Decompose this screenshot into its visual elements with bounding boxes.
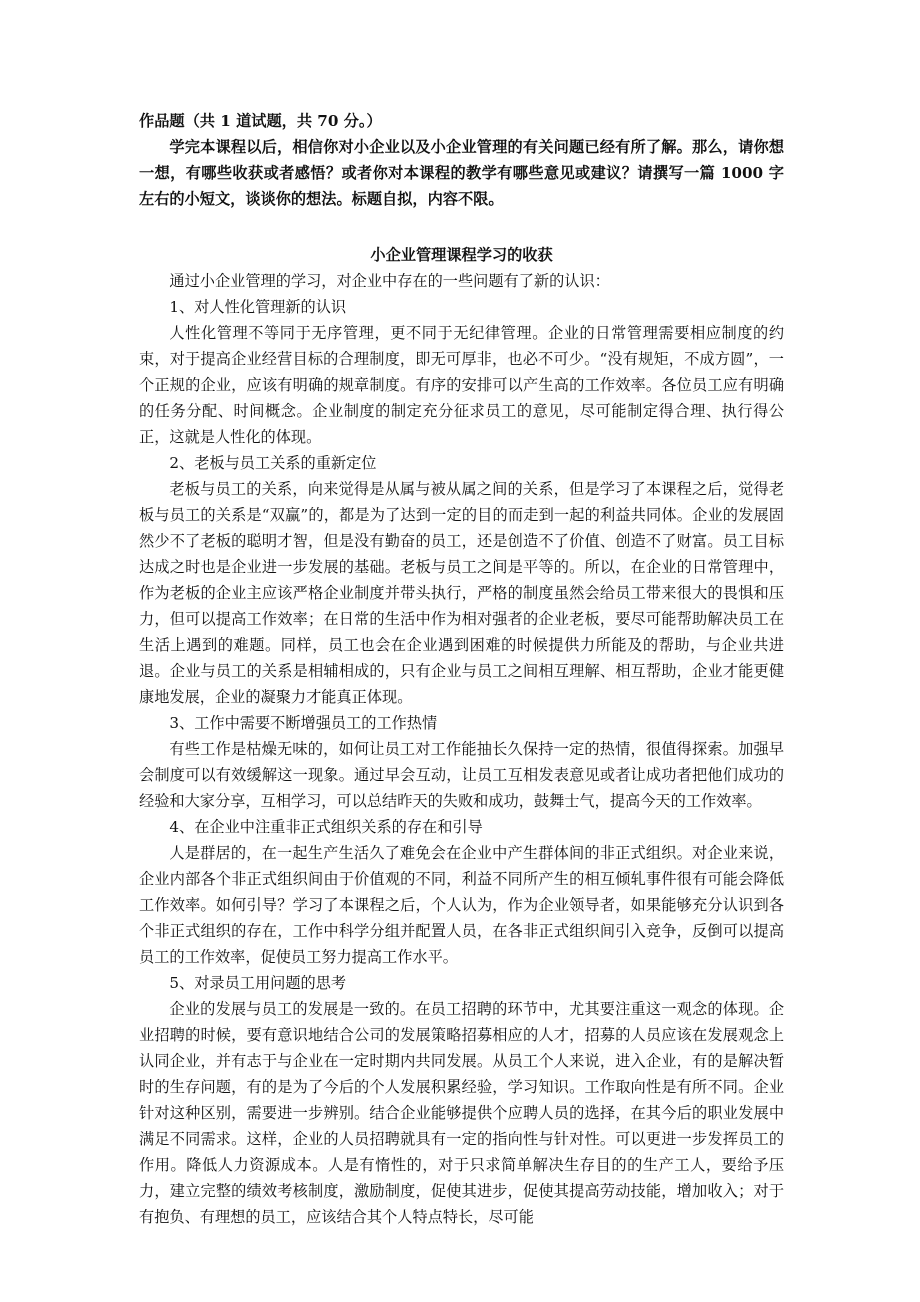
document-page xyxy=(139,108,784,1230)
essay-title: 小企业管理课程学习的收获 xyxy=(370,246,553,264)
section-body: 企业的发展与员工的发展是一致的。在员工招聘的环节中，尤其要注重这一观念的体现。企业招聘的时候，要有意识地结合公司的发展策略招募相应的人才，招募的人员应该在发展观念上认同企业，并有志于与企业在一定时期内共同发展。从员工个人来说，进入企业，有的是解决暂时的生存问题，有的是为了今后的个人发展积累经验，学习知识。工作取向性是有所不同。企业针对这种区别，需要进一步辨别。结合企业能够提供个应聘人员的选择，在其今后的职业发展中满足不同需求。这样，企业的人员招聘就具有一定的指向性与针对性。可以更进一步发挥员工的作用。降低人力资源成本。人是有惰性的，对于只求简单解决生存目的的生产工人，要给予压力，建立完整的绩效考核制度，激励制度，促使其进步，促使其提高劳动技能，增加收入；对于有抱负、有理想的员工，应该结合其个人特点特长，尽可能 xyxy=(139,1000,784,1226)
essay-intro: 通过小企业管理的学习，对企业中存在的一些问题有了新的认识： xyxy=(169,272,610,290)
section-heading: 2、老板与员工关系的重新定位 xyxy=(169,454,377,472)
section-body: 人性化管理不等同于无序管理，更不同于无纪律管理。企业的日常管理需要相应制度的约束，对于提高企业经营目标的合理制度，即无可厚非，也必不可少。“没有规矩，不成方圆”，一个正规的企业，应该有明确的规章制度。有序的安排可以产生高的工作效率。各位员工应有明确的任务分配、时间概念。企业制度的制定充分征求员工的意见，尽可能制定得合理、执行得公正，这就是人性化的体现。 xyxy=(139,324,784,446)
section-body: 人是群居的，在一起生产生活久了难免会在企业中产生群体间的非正式组织。对企业来说，企业内部各个非正式组织间由于价值观的不同，利益不同所产生的相互倾轧事件很有可能会降低工作效率。如何引导？学习了本课程之后，个人认为，作为企业领导者，如果能够充分认识到各个非正式组织的存在，工作中科学分组并配置人员，在各非正式组织间引入竞争，反倒可以提高员工的工作效率，促使员工努力提高工作水平。 xyxy=(139,844,784,966)
assignment-heading: 作品题（共 1 道试题，共 70 分。） xyxy=(139,112,382,130)
section-heading: 3、工作中需要不断增强员工的工作热情 xyxy=(169,714,438,732)
assignment-prompt: 学完本课程以后，相信你对小企业以及小企业管理的有关问题已经有所了解。那么，请你想一想，有哪些收获或者感悟？或者你对本课程的教学有哪些意见或建议？请撰写一篇 1000 字左右的小短文，谈谈你的想法。标题自拟，内容不限。 xyxy=(139,138,784,208)
section-body: 老板与员工的关系，向来觉得是从属与被从属之间的关系，但是学习了本课程之后，觉得老板与员工的关系是“双赢”的，都是为了达到一定的目的而走到一起的利益共同体。企业的发展固然少不了老板的聪明才智，但是没有勤奋的员工，还是创造不了价值、创造不了财富。员工目标达成之时也是企业进一步发展的基础。老板与员工之间是平等的。所以，在企业的日常管理中，作为老板的企业主应该严格企业制度并带头执行，严格的制度虽然会给员工带来很大的畏惧和压力，但可以提高工作效率；在日常的生活中作为相对强者的企业老板，要尽可能帮助解决员工在生活上遇到的难题。同样，员工也会在企业遇到困难的时候提供力所能及的帮助，与企业共进退。企业与员工的关系是相辅相成的，只有企业与员工之间相互理解、相互帮助，企业才能更健康地发展，企业的凝聚力才能真正体现。 xyxy=(139,480,784,706)
section-heading: 5、对录员工用问题的思考 xyxy=(169,974,347,992)
section-heading: 4、在企业中注重非正式组织关系的存在和引导 xyxy=(169,818,483,836)
section-heading: 1、对人性化管理新的认识 xyxy=(169,298,347,316)
section-body: 有些工作是枯燥无味的，如何让员工对工作能抽长久保持一定的热情，很值得探索。加强早会制度可以有效缓解这一现象。通过早会互动，让员工互相发表意见或者让成功者把他们成功的经验和大家分享，互相学习，可以总结昨天的失败和成功，鼓舞士气，提高今天的工作效率。 xyxy=(139,740,784,810)
spacer xyxy=(139,212,784,242)
